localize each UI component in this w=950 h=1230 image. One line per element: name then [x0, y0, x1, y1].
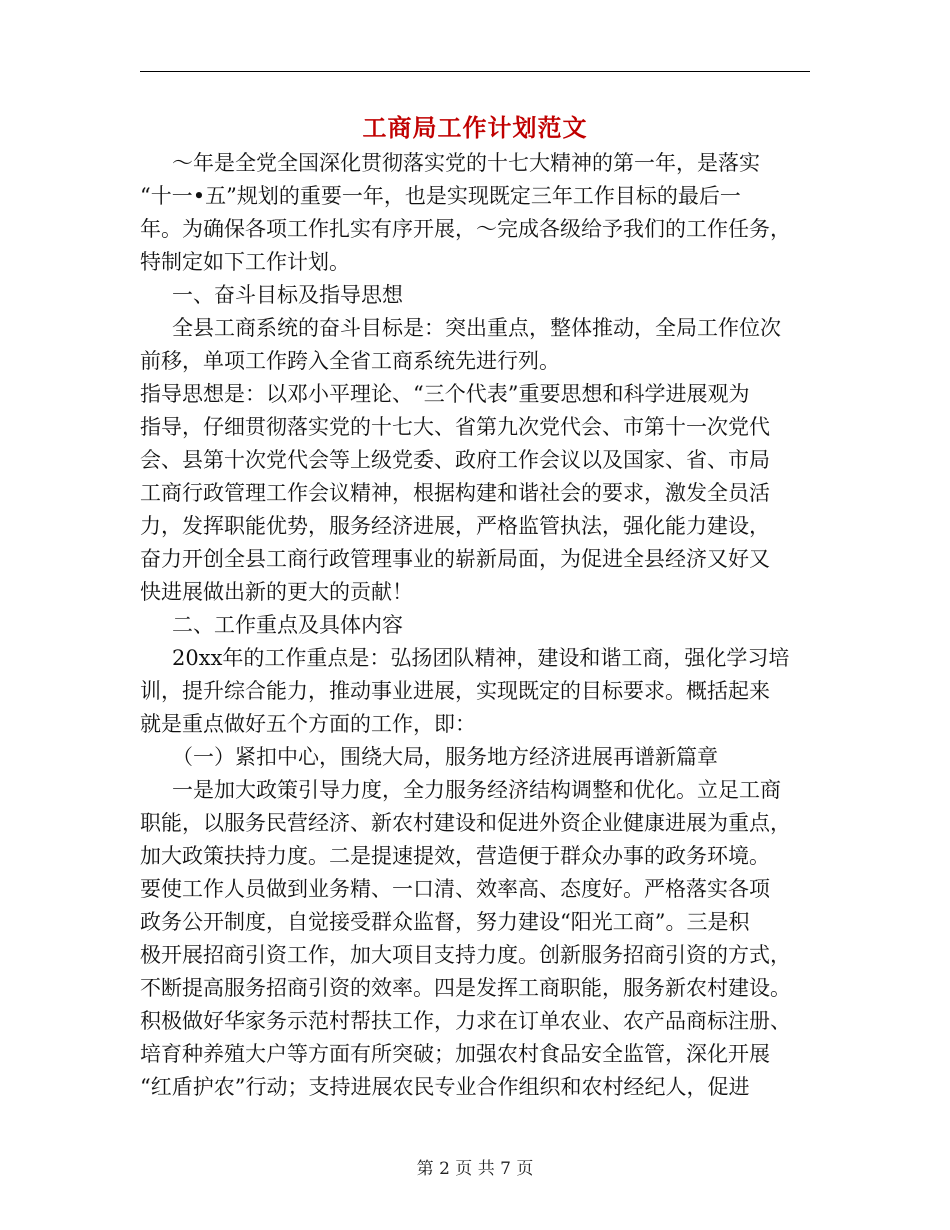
paragraph-line: 全县工商系统的奋斗目标是：突出重点，整体推动，全局工作位次 — [172, 316, 781, 340]
paragraph-line: 极开展招商引资工作，加大项目支持力度。创新服务招商引资的方式， — [140, 943, 791, 967]
paragraph-line: 培育种养殖大户等方面有所突破；加强农村食品安全监管，深化开展 — [140, 1042, 770, 1066]
paragraph-line: 力，发挥职能优势，服务经济进展，严格监管执法，强化能力建设， — [140, 514, 770, 538]
subsection-heading: （一）紧扣中心，围绕大局，服务地方经济进展再谱新篇章 — [172, 745, 718, 769]
section-heading: 二、工作重点及具体内容 — [172, 613, 403, 637]
paragraph-line: 要使工作人员做到业务精、一口清、效率高、态度好。严格落实各项 — [140, 877, 770, 901]
paragraph-line: 工商行政管理工作会议精神，根据构建和谐社会的要求，激发全员活 — [140, 481, 770, 505]
paragraph-line: 年。为确保各项工作扎实有序开展，～完成各级给予我们的工作任务， — [140, 217, 791, 241]
paragraph-line: 一是加大政策引导力度，全力服务经济结构调整和优化。立足工商 — [172, 778, 781, 802]
paragraph-line: 职能，以服务民营经济、新农村建设和促进外资企业健康进展为重点， — [140, 811, 791, 835]
paragraph-line: 20xx年的工作重点是：弘扬团队精神，建设和谐工商，强化学习培 — [172, 646, 790, 670]
section-heading: 一、奋斗目标及指导思想 — [172, 283, 403, 307]
paragraph-line: 会、县第十次党代会等上级党委、政府工作会议以及国家、省、市局 — [140, 448, 770, 472]
paragraph-line: 快进展做出新的更大的贡献！ — [140, 580, 413, 604]
paragraph-line: “十一•五”规划的重要一年，也是实现既定三年工作目标的最后一 — [140, 184, 741, 208]
page-number-footer: 第 2 页 共 7 页 — [416, 1159, 534, 1179]
paragraph-line: 指导思想是：以邓小平理论、“三个代表”重要思想和科学进展观为 — [140, 382, 750, 406]
paragraph-line: 政务公开制度，自觉接受群众监督，努力建设“阳光工商”。三是积 — [140, 910, 750, 934]
paragraph-line: 训，提升综合能力，推动事业进展，实现既定的目标要求。概括起来 — [140, 679, 770, 703]
paragraph-line: 前移，单项工作跨入全省工商系统先进行列。 — [140, 349, 560, 373]
paragraph-line: 指导，仔细贯彻落实党的十七大、省第九次党代会、市第十一次党代 — [140, 415, 770, 439]
paragraph-line: ～年是全党全国深化贯彻落实党的十七大精神的第一年，是落实 — [172, 151, 760, 175]
document-title: 工商局工作计划范文 — [362, 113, 588, 142]
paragraph-line: 积极做好华家务示范村帮扶工作，力求在订单农业、农产品商标注册、 — [140, 1009, 791, 1033]
paragraph-line: 不断提高服务招商引资的效率。四是发挥工商职能，服务新农村建设。 — [140, 976, 791, 1000]
paragraph-line: 奋力开创全县工商行政管理事业的崭新局面，为促进全县经济又好又 — [140, 547, 770, 571]
paragraph-line: 特制定如下工作计划。 — [140, 250, 350, 274]
paragraph-line: 加大政策扶持力度。二是提速提效，营造便于群众办事的政务环境。 — [140, 844, 770, 868]
paragraph-line: 就是重点做好五个方面的工作，即： — [140, 712, 476, 736]
paragraph-line: “红盾护农”行动；支持进展农民专业合作组织和农村经纪人，促进 — [140, 1075, 750, 1099]
header-rule — [140, 71, 810, 72]
